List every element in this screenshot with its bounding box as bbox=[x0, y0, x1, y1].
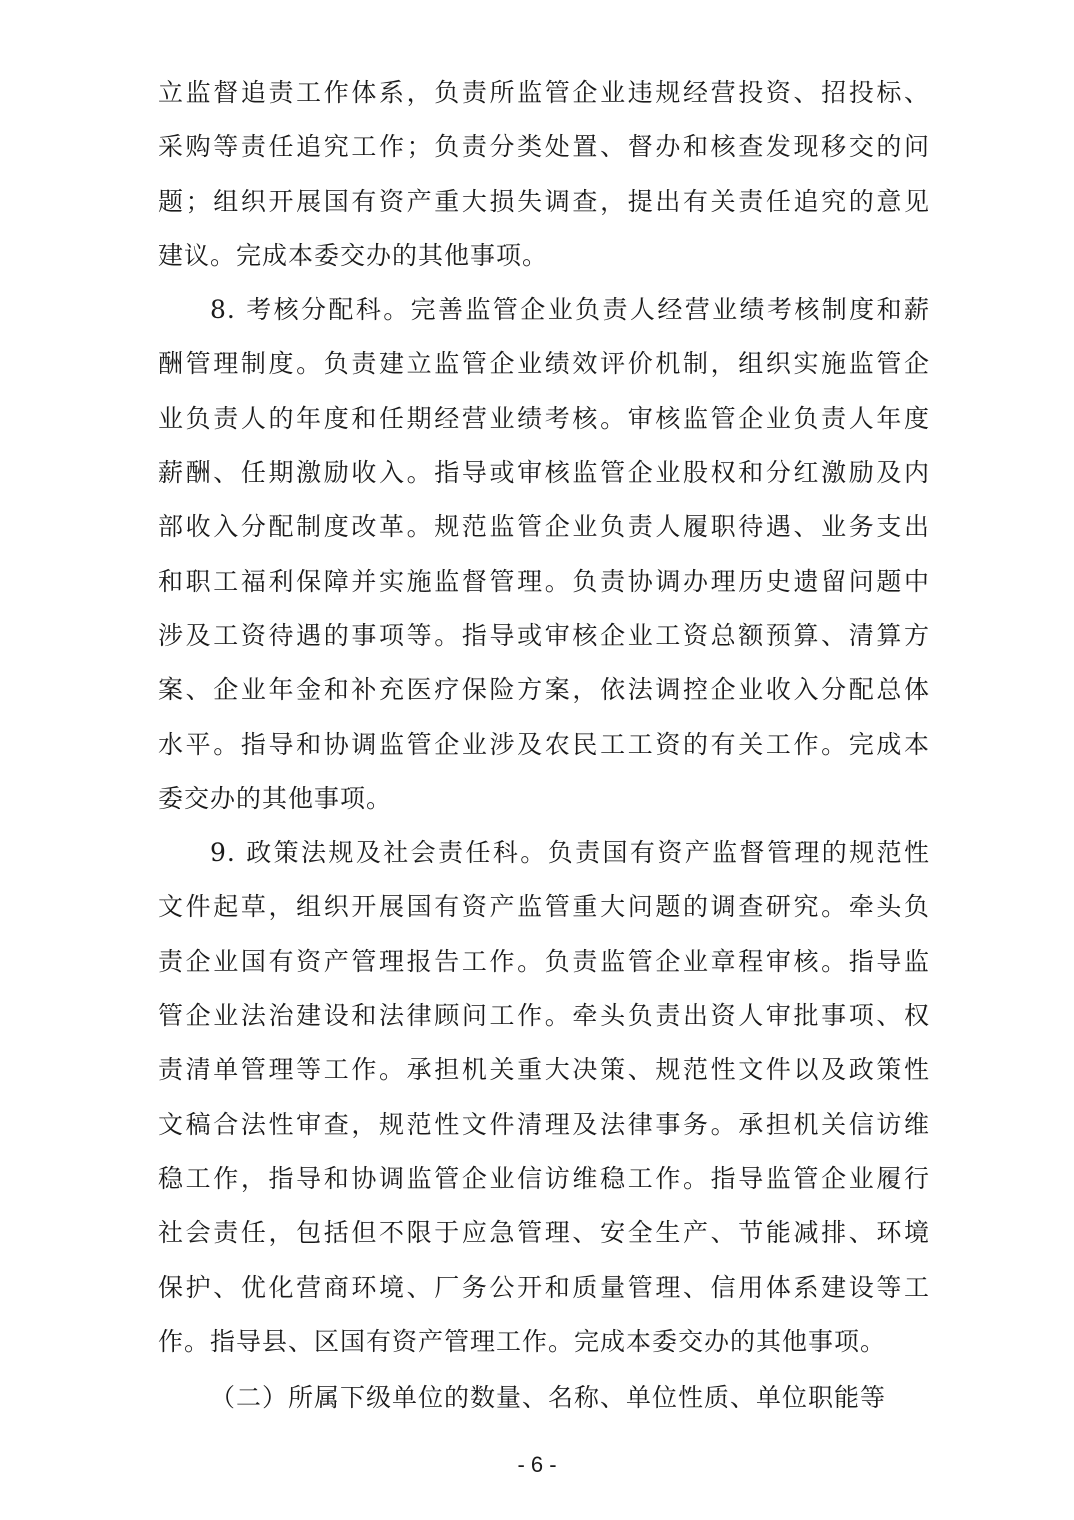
paragraph-9-policy-section bbox=[158, 826, 930, 1369]
text-line: 建议。完成本委交办的其他事项。 bbox=[158, 240, 549, 270]
text-line: 9. 政策法规及社会责任科。负责国有资产监督管理的规范性 bbox=[210, 838, 930, 868]
document-body bbox=[158, 66, 930, 1425]
text-line: 水平。指导和协调监管企业涉及农民工工资的有关工作。完成本 bbox=[158, 729, 930, 759]
text-line: 保护、优化营商环境、厂务公开和质量管理、信用体系建设等工 bbox=[158, 1272, 930, 1302]
text-line: 和职工福利保障并实施监督管理。负责协调办理历史遗留问题中 bbox=[158, 566, 930, 596]
text-line: 薪酬、任期激励收入。指导或审核监管企业股权和分红激励及内 bbox=[158, 458, 930, 488]
text-line: 文稿合法性审查，规范性文件清理及法律事务。承担机关信访维 bbox=[158, 1109, 930, 1139]
text-line: 责企业国有资产管理报告工作。负责监管企业章程审核。指导监 bbox=[158, 946, 930, 976]
text-line: 业负责人的年度和任期经营业绩考核。审核监管企业负责人年度 bbox=[158, 403, 930, 433]
text-line: 酬管理制度。负责建立监管企业绩效评价机制，组织实施监管企 bbox=[158, 349, 930, 379]
text-line: 采购等责任追究工作；负责分类处置、督办和核查发现移交的问 bbox=[158, 132, 930, 162]
text-line: 管企业法治建设和法律顾问工作。牵头负责出资人审批事项、权 bbox=[158, 1001, 930, 1031]
paragraph-7-continued bbox=[158, 66, 930, 283]
text-line: 文件起草，组织开展国有资产监管重大问题的调查研究。牵头负 bbox=[158, 892, 930, 922]
text-line: 8. 考核分配科。完善监管企业负责人经营业绩考核制度和薪 bbox=[210, 295, 930, 325]
subsection-heading: （二）所属下级单位的数量、名称、单位性质、单位职能等 bbox=[210, 1383, 887, 1413]
text-line: 涉及工资待遇的事项等。指导或审核企业工资总额预算、清算方 bbox=[158, 620, 930, 650]
text-line: 委交办的其他事项。 bbox=[158, 783, 393, 813]
text-line: 案、企业年金和补充医疗保险方案，依法调控企业收入分配总体 bbox=[158, 675, 930, 705]
paragraph-8-assessment-section bbox=[158, 283, 930, 826]
text-line: 部收入分配制度改革。规范监管企业负责人履职待遇、业务支出 bbox=[158, 512, 930, 542]
text-line: 题；组织开展国有资产重大损失调查，提出有关责任追究的意见 bbox=[158, 186, 930, 216]
page-number: - 6 - bbox=[517, 1452, 557, 1477]
text-line: 稳工作，指导和协调监管企业信访维稳工作。指导监管企业履行 bbox=[158, 1163, 930, 1193]
text-line: 作。指导县、区国有资产管理工作。完成本委交办的其他事项。 bbox=[158, 1326, 887, 1356]
text-line: 责清单管理等工作。承担机关重大决策、规范性文件以及政策性 bbox=[158, 1055, 930, 1085]
text-line: 社会责任，包括但不限于应急管理、安全生产、节能减排、环境 bbox=[158, 1218, 930, 1248]
text-line: 立监督追责工作体系，负责所监管企业违规经营投资、招投标、 bbox=[158, 78, 930, 107]
